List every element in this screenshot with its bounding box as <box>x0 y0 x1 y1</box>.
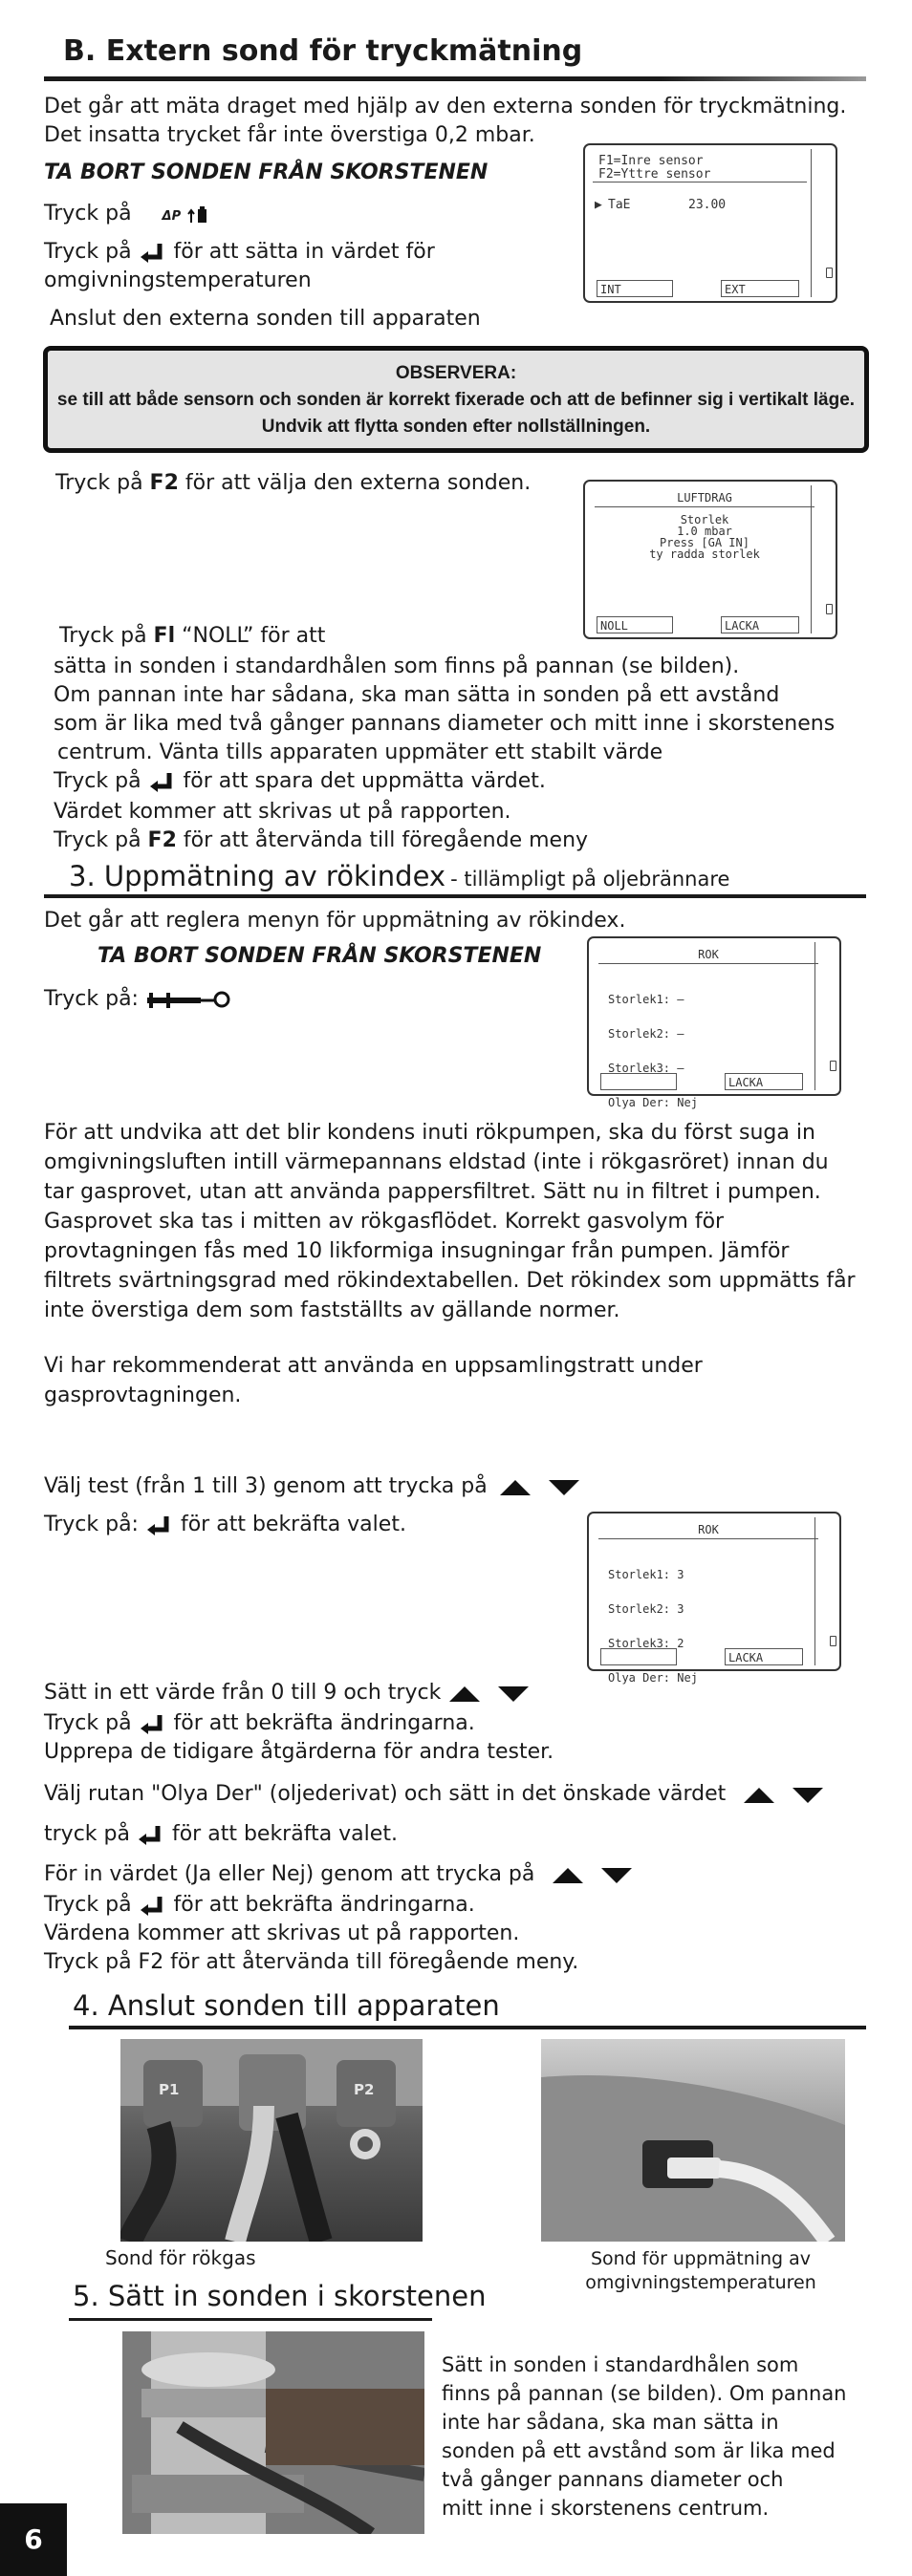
arrow-up-icon <box>541 1864 589 1885</box>
save-value-text: för att spara det uppmätta värdet. <box>183 769 546 793</box>
paragraph-line: inte har sådana, ska man sätta in <box>442 2411 779 2434</box>
delta-p-key-label: ΔP <box>162 209 182 224</box>
notice-title: OBSERVERA: <box>395 363 517 383</box>
enter-temp-line-2: omgivningstemperaturen <box>44 268 312 292</box>
lcd-title: ROK <box>598 946 818 964</box>
press-label: Tryck på <box>44 1711 132 1735</box>
lcd-line: Storlek1: – <box>608 993 684 1006</box>
paragraph-line: två gånger pannans diameter och <box>442 2468 784 2491</box>
press-noll-line <box>59 621 325 651</box>
notice-line: se till att både sensorn och sonden är korrekt fixerade och att de befinner sig i vertikalt läge. <box>56 390 856 410</box>
enter-key-icon <box>148 771 177 792</box>
olya-text: Välj rutan "Olya Der" (oljederivat) och sätt in det önskade värdet <box>44 1782 727 1806</box>
enter-temp-text: för att sätta in värdet för <box>173 240 435 264</box>
lcd-line: Press [GA IN] <box>660 536 749 549</box>
pump-icon <box>187 204 210 225</box>
press-label: Tryck på <box>44 1893 132 1917</box>
lcd-edge <box>811 149 812 297</box>
notice-box <box>43 346 869 453</box>
section-3-note: - tillämpligt på oljebrännare <box>450 868 730 891</box>
section-5-text <box>442 2351 847 2522</box>
remove-probe-warning: TA BORT SONDEN FRÅN SKORSTENEN <box>98 944 542 968</box>
battery-icon <box>830 1061 836 1071</box>
heading-rule <box>69 2318 432 2321</box>
heading-rule <box>44 894 866 898</box>
lcd-f1-button[interactable] <box>600 1073 677 1090</box>
arrow-down-icon <box>492 1683 534 1704</box>
press-label: Tryck på <box>55 471 143 495</box>
section-3-intro: Det går att reglera menyn för uppmätning av rökindex. <box>44 909 626 933</box>
lcd-line: Storlek2: 3 <box>608 1602 684 1616</box>
battery-icon <box>830 1636 836 1646</box>
confirm-changes-line-2 <box>44 1890 475 1920</box>
lcd-line: 1.0 mbar <box>677 525 732 538</box>
arrow-up-icon <box>494 1476 536 1497</box>
enter-key-icon <box>139 242 167 263</box>
connect-probe-text: Anslut den externa sonden till apparaten <box>50 307 481 331</box>
paragraph-line: finns på pannan (se bilden). Om pannan <box>442 2382 847 2405</box>
paragraph-line: För att undvika att det blir kondens inuti rökpumpen, ska du först suga in <box>44 1121 815 1145</box>
port-label-p1: P1 <box>159 2081 180 2098</box>
enter-value-line <box>44 1678 534 1707</box>
probe-ports-illustration <box>120 2039 423 2242</box>
condensation-paragraph <box>44 1118 856 1325</box>
press-f2-text: för att välja den externa sonden. <box>185 471 532 495</box>
lcd-text-block <box>608 1546 698 1707</box>
arrow-down-icon <box>787 1784 829 1805</box>
paragraph-line: gasprovtagningen. <box>44 1384 242 1407</box>
select-test-text: Välj test (från 1 till 3) genom att trycka på <box>44 1474 488 1498</box>
notice-line: Undvik att flytta sonden efter nollställningen. <box>261 417 651 437</box>
battery-icon <box>826 604 833 614</box>
lcd-line: F2=Yttre sensor <box>598 167 711 182</box>
caption-line: omgivningstemperaturen <box>585 2272 816 2293</box>
press-label: Tryck på: <box>44 1513 139 1536</box>
confirm-selection-line <box>44 1510 406 1539</box>
lcd-f2-button[interactable]: LACKA <box>721 616 799 633</box>
lcd-line: Storlek3: – <box>608 1062 684 1075</box>
probe-chimney-illustration <box>122 2331 424 2534</box>
enter-key-icon <box>137 1824 165 1845</box>
intro-line-2: Det insatta trycket får inte överstiga 0,2 mbar. <box>44 123 535 147</box>
battery-icon <box>826 268 833 278</box>
lcd-title: LUFTDRAG <box>595 489 814 507</box>
lcd-edge <box>814 1517 815 1665</box>
smoke-pump-icon <box>145 987 233 1012</box>
lcd-f1-button[interactable]: INT <box>597 280 673 297</box>
back-line <box>54 826 588 855</box>
press-label: Tryck på <box>44 240 132 264</box>
lcd-edge <box>811 485 812 633</box>
paragraph-line: omgivningsluften intill värmepannans eldstad (inte i rökgasröret) innan du <box>44 1150 829 1174</box>
lcd-title: ROK <box>598 1521 818 1539</box>
repeat-line: Upprepa de tidigare åtgärderna för andra tester. <box>44 1740 554 1764</box>
enter-key-icon <box>139 1713 167 1734</box>
lcd-line: F1=Inre sensor <box>598 154 704 168</box>
lcd-line: Storlek1: 3 <box>608 1568 684 1581</box>
lcd-line: Storlek3: 2 <box>608 1637 684 1650</box>
confirm-text: för att bekräfta ändringarna. <box>173 1893 475 1917</box>
lcd-screen-smoke-empty <box>587 936 841 1109</box>
arrow-up-icon <box>447 1683 486 1704</box>
arrow-down-icon <box>543 1476 585 1497</box>
enter-key-icon <box>139 1895 167 1916</box>
press-pump-line <box>44 984 233 1014</box>
lcd-text-block <box>595 514 814 560</box>
lcd-line: Olya Der: Nej <box>608 1671 698 1685</box>
intro-line-1: Det går att mäta draget med hjälp av den externa sonden för tryckmätning. <box>44 95 847 118</box>
lcd-f2-button[interactable]: LACKA <box>725 1648 803 1665</box>
remove-probe-warning: TA BORT SONDEN FRÅN SKORSTENEN <box>44 161 489 184</box>
lcd-f1-button[interactable]: NOLL <box>597 616 673 633</box>
press-label: Tryck på <box>59 624 147 648</box>
press-label: Tryck på: <box>44 987 139 1011</box>
lcd-f1-button[interactable] <box>600 1648 677 1665</box>
key-label: Fl <box>153 624 176 648</box>
paragraph-line: mitt inne i skorstenens centrum. <box>442 2497 770 2520</box>
paragraph-line: sonden på ett avstånd som är lika med <box>442 2439 836 2462</box>
lcd-value: 23.00 <box>688 198 727 212</box>
lcd-screen-smoke-values <box>587 1512 841 1685</box>
confirm-text: för att bekräfta ändringarna. <box>173 1711 475 1735</box>
arrow-down-icon <box>596 1864 638 1885</box>
paragraph-line: som är lika med två gånger pannans diameter och mitt inne i skorstenens <box>54 712 836 736</box>
paragraph-line: inte överstiga dem som fastställts av gällande normer. <box>44 1299 620 1322</box>
press-label: Tryck på <box>54 828 141 852</box>
lcd-cursor-icon: ▶ <box>595 198 602 212</box>
photo-temperature-probe <box>541 2039 845 2242</box>
section-3-heading: 3. Uppmätning av rökindex <box>69 860 446 892</box>
olya-line <box>44 1779 829 1809</box>
heading-rule <box>44 76 866 81</box>
enter-temp-line <box>44 237 435 267</box>
lcd-line: Storlek2: – <box>608 1027 684 1041</box>
report-line: Värdet kommer att skrivas ut på rapporten. <box>54 800 511 824</box>
key-label: F2 <box>149 471 179 495</box>
press-label: tryck på <box>44 1822 130 1846</box>
photo-probe-chimney <box>122 2331 424 2534</box>
confirm-text: för att bekräfta valet. <box>180 1513 406 1536</box>
key-label: F2 <box>147 828 177 852</box>
caption-left: Sond för rökgas <box>105 2246 256 2269</box>
lcd-text-block <box>608 971 698 1131</box>
lcd-screen-sensor-select <box>583 143 837 303</box>
save-value-line <box>54 766 546 796</box>
lcd-screen-draft <box>583 480 837 639</box>
page-number: 6 <box>0 2503 67 2576</box>
press-label: Tryck på <box>44 202 132 225</box>
press-noll-text: “NOLL” för att <box>182 624 326 648</box>
temperature-probe-illustration <box>541 2039 845 2242</box>
lcd-f2-button[interactable]: LACKA <box>725 1073 803 1090</box>
lcd-edge <box>814 942 815 1090</box>
port-label-p2: P2 <box>354 2081 375 2098</box>
caption-line: Sond för uppmätning av <box>590 2248 812 2269</box>
back-line: Tryck på F2 för att återvända till föregående meny. <box>44 1950 579 1974</box>
paragraph-line: tar gasprovet, utan att använda pappersfiltret. Sätt nu in filtret i pumpen. <box>44 1180 821 1204</box>
press-delta-p-line <box>44 199 210 231</box>
lcd-line: ty radda storlek <box>649 547 760 561</box>
section-3-heading-row <box>69 860 729 892</box>
funnel-paragraph <box>44 1351 703 1410</box>
yes-no-text: För in värdet (Ja eller Nej) genom att trycka på <box>44 1862 535 1886</box>
confirm-selection-line-2 <box>44 1819 398 1849</box>
yes-no-line <box>44 1859 638 1889</box>
lcd-line: Olya Der: Nej <box>608 1096 698 1109</box>
paragraph-line: filtrets svärtningsgrad med rökindextabellen. Det rökindex som uppmätts får <box>44 1269 856 1293</box>
paragraph-line: Sätt in sonden i standardhålen som <box>442 2353 799 2376</box>
paragraph-line: Gasprovet ska tas i mitten av rökgasflödet. Korrekt gasvolym för <box>44 1210 725 1234</box>
arrow-up-icon <box>732 1784 780 1805</box>
photo-probe-ports <box>120 2039 423 2242</box>
section-5-heading: 5. Sätt in sonden i skorstenen <box>73 2280 487 2312</box>
paragraph-line: Vi har rekommenderat att använda en uppsamlingstratt under <box>44 1354 703 1378</box>
enter-value-text: Sätt in ett värde från 0 till 9 och tryck <box>44 1681 442 1705</box>
section-4-heading: 4. Anslut sonden till apparaten <box>73 1989 500 2022</box>
lcd-line: Storlek <box>680 513 729 526</box>
caption-right <box>553 2247 849 2295</box>
paragraph-line: Om pannan inte har sådana, ska man sätta in sonden på ett avstånd <box>54 683 780 707</box>
confirm-changes-line <box>44 1708 475 1738</box>
select-test-line <box>44 1471 585 1501</box>
enter-key-icon <box>145 1514 174 1535</box>
lcd-f2-button[interactable]: EXT <box>721 280 799 297</box>
paragraph-line: centrum. Vänta tills apparaten uppmäter ett stabilt värde <box>57 741 663 764</box>
section-b-heading: B. Extern sond för tryckmätning <box>63 34 583 68</box>
press-label: Tryck på <box>54 769 141 793</box>
report-line: Värdena kommer att skrivas ut på rapporten. <box>44 1921 520 1945</box>
heading-rule <box>69 2026 866 2029</box>
paragraph-line: sätta in sonden i standardhålen som finns på pannan (se bilden). <box>54 655 740 678</box>
back-text: för att återvända till föregående meny <box>183 828 589 852</box>
paragraph-line: provtagningen fås med 10 likformiga insugningar från pumpen. Jämför <box>44 1239 790 1263</box>
press-f2-line <box>55 468 531 498</box>
confirm-text: för att bekräfta valet. <box>171 1822 398 1846</box>
lcd-line: TaE <box>608 198 631 212</box>
